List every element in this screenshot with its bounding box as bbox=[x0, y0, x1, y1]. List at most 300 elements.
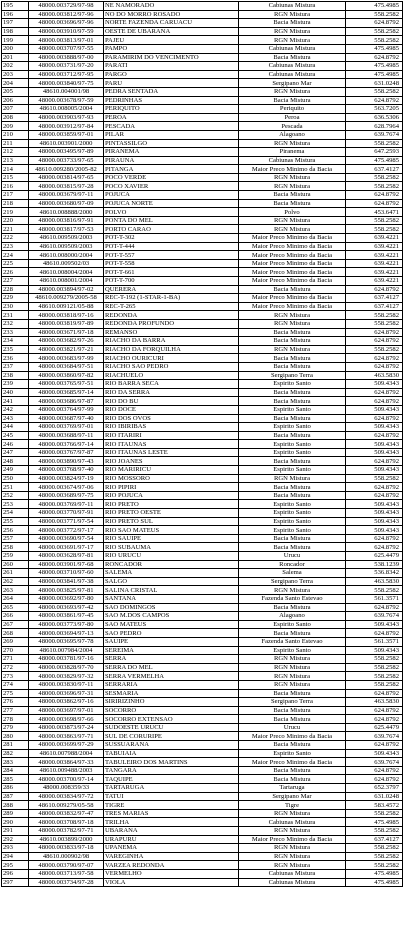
row-number-cell: 199 bbox=[2, 36, 29, 45]
price-curve-cell: Urucu bbox=[239, 552, 346, 561]
table-row bbox=[2, 861, 403, 870]
table-row bbox=[2, 620, 403, 629]
row-number-cell: 251 bbox=[2, 483, 29, 492]
price-value-cell: 639.4221 bbox=[346, 277, 403, 286]
row-number-cell: 224 bbox=[2, 251, 29, 260]
field-name-cell: POT-T-557 bbox=[104, 251, 239, 260]
process-number-cell: 48000.003710/97-60 bbox=[29, 569, 104, 578]
row-number-cell: 218 bbox=[2, 199, 29, 208]
field-name-cell: PIRANEMA bbox=[104, 148, 239, 157]
table-row bbox=[2, 388, 403, 397]
table-row bbox=[2, 758, 403, 767]
row-number-cell: 232 bbox=[2, 319, 29, 328]
price-curve-cell: Bacia Mistura bbox=[239, 328, 346, 337]
row-number-cell: 211 bbox=[2, 139, 29, 148]
process-number-cell: 48000.003767/97-87 bbox=[29, 448, 104, 457]
table-row bbox=[2, 869, 403, 878]
price-curve-cell: Bacia Mistura bbox=[239, 285, 346, 294]
field-name-cell: URAPURU bbox=[104, 835, 239, 844]
table-row bbox=[2, 199, 403, 208]
row-number-cell: 237 bbox=[2, 362, 29, 371]
row-number-cell: 247 bbox=[2, 448, 29, 457]
field-name-cell: RIACHO OURICURI bbox=[104, 354, 239, 363]
price-value-cell: 624.8792 bbox=[346, 337, 403, 346]
row-number-cell: 285 bbox=[2, 775, 29, 784]
process-number-cell: 48000.003697/97-01 bbox=[29, 706, 104, 715]
table-row bbox=[2, 62, 403, 71]
process-number-cell: 48000.008359/33 bbox=[29, 784, 104, 793]
row-number-cell: 266 bbox=[2, 612, 29, 621]
table-row bbox=[2, 70, 403, 79]
price-curve-cell: Polvo bbox=[239, 208, 346, 217]
price-value-cell: 509.4343 bbox=[346, 646, 403, 655]
price-curve-cell: Peroa bbox=[239, 113, 346, 122]
field-name-cell: RIO DOCE bbox=[104, 405, 239, 414]
row-number-cell: 261 bbox=[2, 569, 29, 578]
table-row bbox=[2, 448, 403, 457]
field-name-cell: PILAR bbox=[104, 130, 239, 139]
price-value-cell: 558.2582 bbox=[346, 311, 403, 320]
field-name-cell: PARU bbox=[104, 79, 239, 88]
field-name-cell: POT-T-558 bbox=[104, 259, 239, 268]
field-name-cell: OESTE DE UBARANA bbox=[104, 27, 239, 36]
process-number-cell: 48000.003698/97-66 bbox=[29, 715, 104, 724]
process-number-cell: 48000.003813/97-01 bbox=[29, 36, 104, 45]
field-name-cell: SALINA CRISTAL bbox=[104, 586, 239, 595]
price-value-cell: 558.2582 bbox=[346, 216, 403, 225]
price-curve-cell: Tigre bbox=[239, 801, 346, 810]
process-number-cell: 48000.003684/97-51 bbox=[29, 362, 104, 371]
table-row bbox=[2, 878, 403, 887]
field-name-cell: VERMELHO bbox=[104, 869, 239, 878]
row-number-cell: 213 bbox=[2, 156, 29, 165]
table-row bbox=[2, 27, 403, 36]
price-curve-cell: Bacia Mistura bbox=[239, 96, 346, 105]
field-name-cell: PONTA DO MEL bbox=[104, 216, 239, 225]
price-value-cell: 624.8792 bbox=[346, 431, 403, 440]
process-number-cell: 48610.009488/2003 bbox=[29, 766, 104, 775]
table-row bbox=[2, 362, 403, 371]
price-value-cell: 637.4127 bbox=[346, 302, 403, 311]
row-number-cell: 262 bbox=[2, 577, 29, 586]
table-row bbox=[2, 148, 403, 157]
table-row bbox=[2, 827, 403, 836]
row-number-cell: 291 bbox=[2, 827, 29, 836]
row-number-cell: 257 bbox=[2, 534, 29, 543]
row-number-cell: 279 bbox=[2, 723, 29, 732]
price-value-cell: 624.8792 bbox=[346, 191, 403, 200]
row-number-cell: 208 bbox=[2, 113, 29, 122]
price-value-cell: 558.2582 bbox=[346, 655, 403, 664]
price-curve-cell: Bacia Mistura bbox=[239, 19, 346, 28]
price-curve-cell: Bacia Mistura bbox=[239, 706, 346, 715]
table-row bbox=[2, 663, 403, 672]
row-number-cell: 265 bbox=[2, 603, 29, 612]
table-row bbox=[2, 440, 403, 449]
price-curve-cell: Espirito Santo bbox=[239, 620, 346, 629]
table-row bbox=[2, 509, 403, 518]
price-value-cell: 475.4985 bbox=[346, 44, 403, 53]
price-curve-cell: Espirito Santo bbox=[239, 526, 346, 535]
field-name-cell: POT-T-700 bbox=[104, 277, 239, 286]
row-number-cell: 280 bbox=[2, 732, 29, 741]
price-value-cell: 453.6471 bbox=[346, 208, 403, 217]
row-number-cell: 289 bbox=[2, 809, 29, 818]
row-number-cell: 250 bbox=[2, 474, 29, 483]
price-value-cell: 558.2582 bbox=[346, 474, 403, 483]
process-number-cell: 48000.003734/97-28 bbox=[29, 878, 104, 887]
table-row bbox=[2, 405, 403, 414]
field-name-cell: RIO IBIRIBAS bbox=[104, 423, 239, 432]
price-value-cell: 652.3797 bbox=[346, 784, 403, 793]
price-value-cell: 639.7674 bbox=[346, 732, 403, 741]
field-name-cell: POT-T-302 bbox=[104, 234, 239, 243]
table-row bbox=[2, 560, 403, 569]
price-curve-cell: Maior Preco Minimo da Bacia bbox=[239, 835, 346, 844]
price-curve-cell: Bacia Mistura bbox=[239, 362, 346, 371]
process-number-cell: 48000.003829/97-32 bbox=[29, 672, 104, 681]
table-row bbox=[2, 637, 403, 646]
process-number-cell: 48000.003833/97-18 bbox=[29, 844, 104, 853]
price-curve-cell: RGN Mistura bbox=[239, 474, 346, 483]
price-curve-cell: Urucu bbox=[239, 723, 346, 732]
field-name-cell: TIGRE bbox=[104, 801, 239, 810]
table-row bbox=[2, 766, 403, 775]
price-curve-cell: Bacia Mistura bbox=[239, 397, 346, 406]
row-number-cell: 216 bbox=[2, 182, 29, 191]
row-number-cell: 223 bbox=[2, 242, 29, 251]
table-row bbox=[2, 216, 403, 225]
price-value-cell: 647.2593 bbox=[346, 148, 403, 157]
table-row bbox=[2, 208, 403, 217]
process-number-cell: 48000.003689/97-75 bbox=[29, 491, 104, 500]
field-name-cell: SERRARIA bbox=[104, 680, 239, 689]
price-value-cell: 558.2582 bbox=[346, 861, 403, 870]
row-number-cell: 264 bbox=[2, 594, 29, 603]
price-curve-cell: Maior Preco Minimo da Bacia bbox=[239, 277, 346, 286]
price-value-cell: 624.8792 bbox=[346, 19, 403, 28]
process-number-cell: 48000.003685/97-14 bbox=[29, 388, 104, 397]
field-name-cell: SEREIMA bbox=[104, 646, 239, 655]
field-name-cell: RIACHUELO bbox=[104, 371, 239, 380]
table-row bbox=[2, 852, 403, 861]
row-number-cell: 210 bbox=[2, 130, 29, 139]
field-name-cell: TRES MARIAS bbox=[104, 809, 239, 818]
process-number-cell: 48000.003821/97-21 bbox=[29, 345, 104, 354]
row-number-cell: 288 bbox=[2, 801, 29, 810]
row-number-cell: 198 bbox=[2, 27, 29, 36]
price-curve-cell: Cabiunas Mistura bbox=[239, 156, 346, 165]
price-curve-cell: Maior Preco Minimo da Bacia bbox=[239, 242, 346, 251]
field-name-cell: RIO POJUCA bbox=[104, 491, 239, 500]
field-name-cell: RIO MOSSORO bbox=[104, 474, 239, 483]
price-curve-cell: Sergipano Mar bbox=[239, 792, 346, 801]
price-curve-cell: Espirito Santo bbox=[239, 517, 346, 526]
price-curve-cell: Bacia Mistura bbox=[239, 689, 346, 698]
field-name-cell: SAUIPE bbox=[104, 637, 239, 646]
process-number-cell: 48000.003680/97-09 bbox=[29, 199, 104, 208]
row-number-cell: 234 bbox=[2, 337, 29, 346]
field-name-cell: PEDRA SENTADA bbox=[104, 87, 239, 96]
price-value-cell: 637.4127 bbox=[346, 165, 403, 174]
price-value-cell: 475.4985 bbox=[346, 70, 403, 79]
process-number-cell: 48000.003818/97-16 bbox=[29, 311, 104, 320]
process-number-cell: 48000.003815/97-28 bbox=[29, 182, 104, 191]
process-number-cell: 48000.003834/97-72 bbox=[29, 792, 104, 801]
field-name-cell: PEROA bbox=[104, 113, 239, 122]
table-row bbox=[2, 311, 403, 320]
price-value-cell: 624.8792 bbox=[346, 741, 403, 750]
row-number-cell: 204 bbox=[2, 79, 29, 88]
table-row bbox=[2, 809, 403, 818]
row-number-cell: 282 bbox=[2, 749, 29, 758]
row-number-cell: 207 bbox=[2, 105, 29, 114]
row-number-cell: 277 bbox=[2, 706, 29, 715]
row-number-cell: 269 bbox=[2, 637, 29, 646]
price-value-cell: 637.4127 bbox=[346, 835, 403, 844]
row-number-cell: 239 bbox=[2, 380, 29, 389]
field-name-cell: TABULEIRO DOS MARTINS bbox=[104, 758, 239, 767]
price-curve-cell: Espirito Santo bbox=[239, 509, 346, 518]
process-number-cell: 48000.003769/97-01 bbox=[29, 423, 104, 432]
price-value-cell: 558.2582 bbox=[346, 225, 403, 234]
process-number-cell: 48000.003830/97-11 bbox=[29, 680, 104, 689]
price-curve-cell: RGN Mistura bbox=[239, 827, 346, 836]
field-name-cell: UBARANA bbox=[104, 827, 239, 836]
price-value-cell: 558.2582 bbox=[346, 10, 403, 19]
process-number-cell: 48000.003628/97-81 bbox=[29, 552, 104, 561]
table-row bbox=[2, 646, 403, 655]
process-number-cell: 48000.003903/97-93 bbox=[29, 113, 104, 122]
row-number-cell: 273 bbox=[2, 672, 29, 681]
process-number-cell: 48000.003819/97-89 bbox=[29, 319, 104, 328]
process-number-cell: 48000.003766/97-14 bbox=[29, 440, 104, 449]
row-number-cell: 267 bbox=[2, 620, 29, 629]
process-number-cell: 48000.003782/97-71 bbox=[29, 827, 104, 836]
table-row bbox=[2, 105, 403, 114]
process-number-cell: 48000.003812/97-96 bbox=[29, 10, 104, 19]
process-number-cell: 48000.003772/97-17 bbox=[29, 526, 104, 535]
price-curve-cell: Bacia Mistura bbox=[239, 388, 346, 397]
price-value-cell: 561.3571 bbox=[346, 594, 403, 603]
row-number-cell: 214 bbox=[2, 165, 29, 174]
price-value-cell: 536.8342 bbox=[346, 569, 403, 578]
table-row bbox=[2, 319, 403, 328]
row-number-cell: 286 bbox=[2, 784, 29, 793]
table-row bbox=[2, 680, 403, 689]
field-name-cell: POJUCA NORTE bbox=[104, 199, 239, 208]
table-row bbox=[2, 2, 403, 11]
price-value-cell: 558.2582 bbox=[346, 852, 403, 861]
row-number-cell: 274 bbox=[2, 680, 29, 689]
process-number-cell: 48000.003771/97-54 bbox=[29, 517, 104, 526]
price-value-cell: 624.8792 bbox=[346, 414, 403, 423]
table-row bbox=[2, 414, 403, 423]
price-curve-cell: Espirito Santo bbox=[239, 466, 346, 475]
process-number-cell: 48000.003840/97-75 bbox=[29, 79, 104, 88]
field-name-cell: RONCADOR bbox=[104, 560, 239, 569]
table-row bbox=[2, 36, 403, 45]
price-curve-cell: Espirito Santo bbox=[239, 646, 346, 655]
row-number-cell: 276 bbox=[2, 698, 29, 707]
price-curve-cell: Cabiunas Mistura bbox=[239, 70, 346, 79]
table-row bbox=[2, 371, 403, 380]
price-value-cell: 639.4221 bbox=[346, 268, 403, 277]
price-curve-cell: Espirito Santo bbox=[239, 448, 346, 457]
field-name-cell: TRILHA bbox=[104, 818, 239, 827]
price-curve-cell: RGN Mistura bbox=[239, 10, 346, 19]
process-number-cell: 48000.003832/97-47 bbox=[29, 809, 104, 818]
table-row bbox=[2, 397, 403, 406]
price-curve-cell: Maior Preco Minimo da Bacia bbox=[239, 259, 346, 268]
process-number-cell: 48000.003769/97-11 bbox=[29, 500, 104, 509]
process-number-cell: 48000.003495/97-89 bbox=[29, 148, 104, 157]
row-number-cell: 284 bbox=[2, 766, 29, 775]
price-value-cell: 558.2582 bbox=[346, 680, 403, 689]
field-name-cell: SALGO bbox=[104, 577, 239, 586]
table-row bbox=[2, 526, 403, 535]
price-value-cell: 558.2582 bbox=[346, 139, 403, 148]
price-value-cell: 509.4343 bbox=[346, 517, 403, 526]
row-number-cell: 271 bbox=[2, 655, 29, 664]
price-curve-cell: RGN Mistura bbox=[239, 852, 346, 861]
row-number-cell: 255 bbox=[2, 517, 29, 526]
table-row bbox=[2, 543, 403, 552]
row-number-cell: 228 bbox=[2, 285, 29, 294]
field-name-cell: TARTARUGA bbox=[104, 784, 239, 793]
process-number-cell: 48000.003731/97-20 bbox=[29, 62, 104, 71]
field-name-cell: QUERERA bbox=[104, 285, 239, 294]
price-curve-cell: Maior Preco Minimo da Bacia bbox=[239, 732, 346, 741]
table-row bbox=[2, 53, 403, 62]
row-number-cell: 226 bbox=[2, 268, 29, 277]
price-table bbox=[1, 1, 403, 887]
process-number-cell: 48610.004001/98 bbox=[29, 87, 104, 96]
price-value-cell: 624.8792 bbox=[346, 603, 403, 612]
table-row bbox=[2, 706, 403, 715]
price-value-cell: 561.3571 bbox=[346, 637, 403, 646]
row-number-cell: 227 bbox=[2, 277, 29, 286]
row-number-cell: 278 bbox=[2, 715, 29, 724]
price-value-cell: 558.2582 bbox=[346, 586, 403, 595]
field-name-cell: SOCORRO bbox=[104, 706, 239, 715]
price-curve-cell: RGN Mistura bbox=[239, 173, 346, 182]
table-row bbox=[2, 431, 403, 440]
row-number-cell: 222 bbox=[2, 234, 29, 243]
row-number-cell: 293 bbox=[2, 844, 29, 853]
price-value-cell: 639.4221 bbox=[346, 234, 403, 243]
row-number-cell: 241 bbox=[2, 397, 29, 406]
field-name-cell: RIO ITAUNAS bbox=[104, 440, 239, 449]
price-curve-cell: Bacia Mistura bbox=[239, 414, 346, 423]
price-curve-cell: RGN Mistura bbox=[239, 655, 346, 664]
price-value-cell: 538.1239 bbox=[346, 560, 403, 569]
field-name-cell: SAO M.DOS CAMPOS bbox=[104, 612, 239, 621]
table-row bbox=[2, 552, 403, 561]
price-curve-cell: RGN Mistura bbox=[239, 319, 346, 328]
field-name-cell: POT-T-661 bbox=[104, 268, 239, 277]
process-number-cell: 48000.003699/97-29 bbox=[29, 741, 104, 750]
table-row bbox=[2, 251, 403, 260]
field-name-cell: RIACHO SAO PEDRO bbox=[104, 362, 239, 371]
price-value-cell: 631.0248 bbox=[346, 79, 403, 88]
price-value-cell: 639.4221 bbox=[346, 242, 403, 251]
field-name-cell: PARATI bbox=[104, 62, 239, 71]
price-value-cell: 639.7674 bbox=[346, 612, 403, 621]
price-curve-cell: Bacia Mistura bbox=[239, 741, 346, 750]
process-number-cell: 48000.003686/97-87 bbox=[29, 397, 104, 406]
process-number-cell: 48000.003690/97-54 bbox=[29, 534, 104, 543]
row-number-cell: 200 bbox=[2, 44, 29, 53]
price-curve-cell: RGN Mistura bbox=[239, 672, 346, 681]
price-curve-cell: Bacia Mistura bbox=[239, 483, 346, 492]
process-number-cell: 48000.003691/97-17 bbox=[29, 543, 104, 552]
field-name-cell: SESMARIA bbox=[104, 689, 239, 698]
field-name-cell: SAO MATEUS bbox=[104, 620, 239, 629]
price-curve-cell: Bacia Mistura bbox=[239, 766, 346, 775]
row-number-cell: 245 bbox=[2, 431, 29, 440]
field-name-cell: RIO DA SERRA bbox=[104, 388, 239, 397]
row-number-cell: 197 bbox=[2, 19, 29, 28]
table-row bbox=[2, 612, 403, 621]
table-row bbox=[2, 655, 403, 664]
price-value-cell: 639.7674 bbox=[346, 758, 403, 767]
row-number-cell: 275 bbox=[2, 689, 29, 698]
row-number-cell: 256 bbox=[2, 526, 29, 535]
price-curve-cell: Espirito Santo bbox=[239, 749, 346, 758]
row-number-cell: 236 bbox=[2, 354, 29, 363]
price-value-cell: 463.5830 bbox=[346, 698, 403, 707]
process-number-cell: 48000.003814/97-65 bbox=[29, 173, 104, 182]
table-row bbox=[2, 698, 403, 707]
process-number-cell: 48000.003901/97-68 bbox=[29, 560, 104, 569]
table-row bbox=[2, 156, 403, 165]
table-row bbox=[2, 732, 403, 741]
price-value-cell: 624.8792 bbox=[346, 354, 403, 363]
price-curve-cell: Bacia Mistura bbox=[239, 354, 346, 363]
process-number-cell: 48000.003678/97-59 bbox=[29, 96, 104, 105]
table-row bbox=[2, 500, 403, 509]
price-curve-cell: Bacia Mistura bbox=[239, 337, 346, 346]
field-name-cell: NORTE FAZENDA CARUACU bbox=[104, 19, 239, 28]
price-value-cell: 558.2582 bbox=[346, 173, 403, 182]
row-number-cell: 254 bbox=[2, 509, 29, 518]
table-row bbox=[2, 629, 403, 638]
process-number-cell: 48610.008004/2004 bbox=[29, 268, 104, 277]
price-curve-cell: Bacia Mistura bbox=[239, 53, 346, 62]
row-number-cell: 240 bbox=[2, 388, 29, 397]
row-number-cell: 292 bbox=[2, 835, 29, 844]
price-curve-cell: Alagoano bbox=[239, 130, 346, 139]
field-name-cell: SERRA DO MEL bbox=[104, 663, 239, 672]
price-value-cell: 509.4343 bbox=[346, 423, 403, 432]
row-number-cell: 231 bbox=[2, 311, 29, 320]
table-row bbox=[2, 79, 403, 88]
price-curve-cell: Cabiunas Mistura bbox=[239, 2, 346, 11]
table-row bbox=[2, 517, 403, 526]
field-name-cell: SERRA bbox=[104, 655, 239, 664]
price-curve-cell: Maior Preco Minimo da Bacia bbox=[239, 251, 346, 260]
price-value-cell: 509.4343 bbox=[346, 749, 403, 758]
field-name-cell: PAJEU bbox=[104, 36, 239, 45]
process-number-cell: 48610.003899/2000 bbox=[29, 835, 104, 844]
process-number-cell: 48000.003683/97-99 bbox=[29, 354, 104, 363]
price-value-cell: 558.2582 bbox=[346, 844, 403, 853]
price-value-cell: 624.8792 bbox=[346, 775, 403, 784]
process-number-cell: 48000.003864/97-33 bbox=[29, 758, 104, 767]
price-curve-cell: Espirito Santo bbox=[239, 405, 346, 414]
field-name-cell: POJUCA bbox=[104, 191, 239, 200]
